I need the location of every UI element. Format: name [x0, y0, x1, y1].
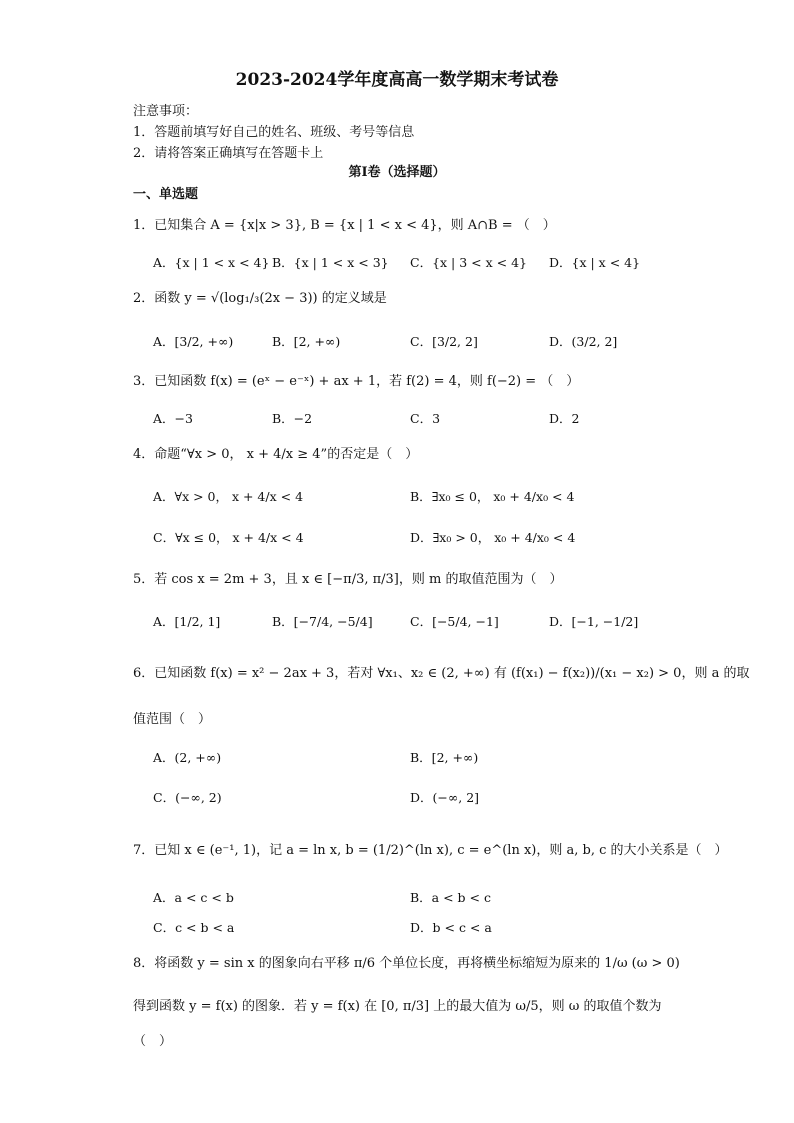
option-c: C．c < b < a: [153, 920, 235, 935]
option-d: D．{x | x < 4}: [549, 255, 641, 270]
option-b: B．[2, +∞): [272, 334, 341, 349]
option-b: B．[2, +∞): [410, 750, 479, 765]
option-a: A．−3: [153, 411, 193, 426]
option-d: D．∃x₀ > 0， x₀ + 4/x₀ < 4: [410, 530, 576, 545]
option-d: D．2: [549, 411, 580, 426]
option-b: B．∃x₀ ≤ 0， x₀ + 4/x₀ < 4: [410, 489, 575, 504]
option-d: D．(−∞, 2]: [410, 790, 480, 805]
notice-item: 2．请将答案正确填写在答题卡上: [133, 146, 324, 161]
option-c: C．3: [410, 411, 441, 426]
option-c: C．{x | 3 < x < 4}: [410, 255, 527, 270]
option-c: C．(−∞, 2): [153, 790, 222, 805]
option-a: A．{x | 1 < x < 4}: [153, 255, 270, 270]
option-c: C．[−5/4, −1]: [410, 614, 499, 629]
section-title: 一、单选题: [133, 187, 199, 202]
option-b: B．[−7/4, −5/4]: [272, 614, 373, 629]
option-d: D．[−1, −1/2]: [549, 614, 639, 629]
option-b: B．−2: [272, 411, 313, 426]
question-stem: 6．已知函数 f(x) = x² − 2ax + 3，若对 ∀x₁、x₂ ∈ (2, +∞) 有 (f(x₁) − f(x₂))/(x₁ − x₂) > 0，则 a 的取: [133, 666, 750, 681]
page-title: 2023-2024学年度高高一数学期末考试卷: [235, 70, 559, 90]
question-stem: 3．已知函数 f(x) = (eˣ − e⁻ˣ) + ax + 1，若 f(2) = 4，则 f(−2) = （ ）: [133, 374, 580, 389]
option-c: C．[3/2, 2]: [410, 334, 478, 349]
question-stem-continued: （ ）: [133, 1034, 173, 1049]
question-stem: 2．函数 y = √(log₁/₃(2x − 3)) 的定义域是: [133, 291, 387, 306]
notice-item: 1．答题前填写好自己的姓名、班级、考号等信息: [133, 125, 415, 140]
option-c: C．∀x ≤ 0， x + 4/x < 4: [153, 530, 304, 545]
option-a: A．[1/2, 1]: [153, 614, 221, 629]
question-stem: 7．已知 x ∈ (e⁻¹, 1)，记 a = ln x, b = (1/2)^(ln x), c = e^(ln x)，则 a, b, c 的大小关系是（ ）: [133, 843, 728, 858]
part-title: 第I卷（选择题）: [348, 165, 446, 180]
question-stem-continued: 值范围（ ）: [133, 712, 212, 727]
option-a: A．[3/2, +∞): [153, 334, 234, 349]
option-b: B．{x | 1 < x < 3}: [272, 255, 389, 270]
question-stem: 5．若 cos x = 2m + 3，且 x ∈ [−π/3, π/3]，则 m 的取值范围为（ ）: [133, 572, 563, 587]
question-stem: 4．命题“∀x > 0， x + 4/x ≥ 4”的否定是（ ）: [133, 447, 419, 462]
option-d: D．(3/2, 2]: [549, 334, 618, 349]
option-a: A．a < c < b: [153, 890, 234, 905]
option-d: D．b < c < a: [410, 920, 492, 935]
option-a: A．∀x > 0， x + 4/x < 4: [153, 489, 304, 504]
question-stem: 8．将函数 y = sin x 的图象向右平移 π/6 个单位长度，再将横坐标缩短为原来的 1/ω (ω > 0): [133, 956, 680, 971]
option-a: A．(2, +∞): [153, 750, 222, 765]
question-stem: 1．已知集合 A = {x|x > 3}, B = {x | 1 < x < 4}，则 A∩B = （ ）: [133, 218, 556, 233]
option-b: B．a < b < c: [410, 890, 491, 905]
notice-heading: 注意事项：: [133, 104, 199, 119]
question-stem-continued: 得到函数 y = f(x) 的图象．若 y = f(x) 在 [0, π/3] 上的最大值为 ω/5，则 ω 的取值个数为: [133, 999, 662, 1014]
